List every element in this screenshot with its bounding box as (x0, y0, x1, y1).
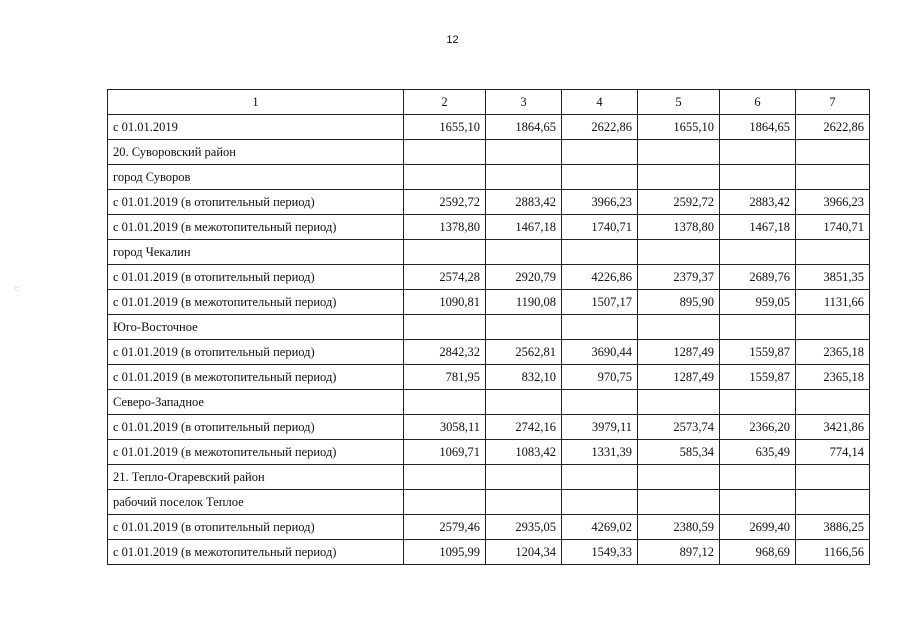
row-label: Юго-Восточное (108, 315, 404, 340)
table-cell: 1740,71 (562, 215, 638, 240)
table-cell (638, 140, 720, 165)
table-body (108, 115, 870, 565)
table-cell: 970,75 (562, 365, 638, 390)
table-cell (720, 240, 796, 265)
table-cell: 2622,86 (796, 115, 870, 140)
table-cell: 2883,42 (720, 190, 796, 215)
column-header: 3 (486, 90, 562, 115)
table-cell: 2699,40 (720, 515, 796, 540)
table-cell: 1507,17 (562, 290, 638, 315)
page-number: 12 (446, 34, 459, 46)
table-cell: 2842,32 (404, 340, 486, 365)
table-cell: 2579,46 (404, 515, 486, 540)
table-cell (404, 165, 486, 190)
table-cell: 1559,87 (720, 365, 796, 390)
row-label: с 01.01.2019 (в межотопительный период) (108, 440, 404, 465)
row-label: с 01.01.2019 (108, 115, 404, 140)
table-cell: 2366,20 (720, 415, 796, 440)
table-cell (486, 465, 562, 490)
table-cell (562, 240, 638, 265)
table-cell (486, 140, 562, 165)
table-cell (404, 140, 486, 165)
table-cell: 1559,87 (720, 340, 796, 365)
table-cell (562, 465, 638, 490)
table-cell: 2689,76 (720, 265, 796, 290)
header-row (108, 90, 870, 115)
table-row (108, 365, 870, 390)
table-cell: 1864,65 (486, 115, 562, 140)
table-cell: 585,34 (638, 440, 720, 465)
table-cell (638, 165, 720, 190)
table-cell (562, 315, 638, 340)
row-label: город Суворов (108, 165, 404, 190)
table-cell (562, 390, 638, 415)
table-cell: 1467,18 (486, 215, 562, 240)
table-cell: 1467,18 (720, 215, 796, 240)
table-cell (638, 390, 720, 415)
table-cell: 2574,28 (404, 265, 486, 290)
table-cell: 635,49 (720, 440, 796, 465)
row-label: с 01.01.2019 (в отопительный период) (108, 515, 404, 540)
column-header: 5 (638, 90, 720, 115)
table-cell: 959,05 (720, 290, 796, 315)
table-cell: 2380,59 (638, 515, 720, 540)
row-label: с 01.01.2019 (в межотопительный период) (108, 365, 404, 390)
table-cell: 4226,86 (562, 265, 638, 290)
table-cell: 2365,18 (796, 340, 870, 365)
table-row (108, 340, 870, 365)
table-cell: 1095,99 (404, 540, 486, 565)
table-cell (562, 165, 638, 190)
table-row (108, 240, 870, 265)
row-label: 20. Суворовский район (108, 140, 404, 165)
table-cell (486, 315, 562, 340)
table-cell (796, 465, 870, 490)
table-cell: 2592,72 (404, 190, 486, 215)
table-cell: 2920,79 (486, 265, 562, 290)
table-cell: 1287,49 (638, 340, 720, 365)
table-cell (720, 390, 796, 415)
table-cell: 1331,39 (562, 440, 638, 465)
table-cell (638, 465, 720, 490)
table-cell: 3851,35 (796, 265, 870, 290)
table-cell: 3966,23 (796, 190, 870, 215)
table-cell: 2742,16 (486, 415, 562, 440)
column-header: 1 (108, 90, 404, 115)
row-label: с 01.01.2019 (в межотопительный период) (108, 215, 404, 240)
table-cell (638, 240, 720, 265)
table-cell: 1864,65 (720, 115, 796, 140)
table-row (108, 265, 870, 290)
table-row (108, 490, 870, 515)
table-cell: 897,12 (638, 540, 720, 565)
column-header: 6 (720, 90, 796, 115)
column-header: 4 (562, 90, 638, 115)
table-cell: 1083,42 (486, 440, 562, 465)
table-cell: 1740,71 (796, 215, 870, 240)
table-cell: 3979,11 (562, 415, 638, 440)
table-cell (796, 315, 870, 340)
table-cell (796, 140, 870, 165)
table-cell (796, 165, 870, 190)
table-cell: 3966,23 (562, 190, 638, 215)
table-cell (720, 490, 796, 515)
table-cell: 1131,66 (796, 290, 870, 315)
table-cell: 1090,81 (404, 290, 486, 315)
table-cell: 968,69 (720, 540, 796, 565)
table-cell (486, 165, 562, 190)
table-cell (638, 490, 720, 515)
table-cell: 1204,34 (486, 540, 562, 565)
row-label: с 01.01.2019 (в межотопительный период) (108, 540, 404, 565)
table-cell: 3421,86 (796, 415, 870, 440)
table-cell: 2365,18 (796, 365, 870, 390)
table-cell: 3690,44 (562, 340, 638, 365)
table-cell (404, 315, 486, 340)
table-cell (562, 490, 638, 515)
table-cell: 1287,49 (638, 365, 720, 390)
row-label: с 01.01.2019 (в отопительный период) (108, 190, 404, 215)
table-row (108, 515, 870, 540)
table-cell: 1549,33 (562, 540, 638, 565)
table-cell (720, 165, 796, 190)
table-cell: 781,95 (404, 365, 486, 390)
table-cell (486, 390, 562, 415)
row-label: рабочий поселок Теплое (108, 490, 404, 515)
table-cell: 2935,05 (486, 515, 562, 540)
row-label: с 01.01.2019 (в отопительный период) (108, 415, 404, 440)
table-cell (796, 390, 870, 415)
row-label: 21. Тепло-Огаревский район (108, 465, 404, 490)
table-row (108, 440, 870, 465)
row-label: с 01.01.2019 (в отопительный период) (108, 265, 404, 290)
row-label: с 01.01.2019 (в межотопительный период) (108, 290, 404, 315)
table-cell (404, 490, 486, 515)
table-cell (404, 240, 486, 265)
table-row (108, 415, 870, 440)
table-cell (404, 390, 486, 415)
table-cell: 895,90 (638, 290, 720, 315)
table-cell (486, 490, 562, 515)
table-row (108, 465, 870, 490)
column-header: 2 (404, 90, 486, 115)
table-cell (796, 240, 870, 265)
table-cell: 2573,74 (638, 415, 720, 440)
row-label: с 01.01.2019 (в отопительный период) (108, 340, 404, 365)
table-row (108, 390, 870, 415)
table-cell: 4269,02 (562, 515, 638, 540)
row-label: город Чекалин (108, 240, 404, 265)
table-cell: 1655,10 (638, 115, 720, 140)
table-cell: 2883,42 (486, 190, 562, 215)
table-cell: 1378,80 (404, 215, 486, 240)
scan-speck: ·: (14, 284, 19, 293)
row-label: Северо-Западное (108, 390, 404, 415)
table-row (108, 215, 870, 240)
column-header: 7 (796, 90, 870, 115)
table-row (108, 140, 870, 165)
table-row (108, 290, 870, 315)
table-cell: 832,10 (486, 365, 562, 390)
table-cell: 2592,72 (638, 190, 720, 215)
table-cell: 2562,81 (486, 340, 562, 365)
table-row (108, 540, 870, 565)
table-cell (562, 140, 638, 165)
table-cell: 3058,11 (404, 415, 486, 440)
table-cell: 1166,56 (796, 540, 870, 565)
table-cell: 774,14 (796, 440, 870, 465)
table-row (108, 115, 870, 140)
table-row (108, 315, 870, 340)
table-row (108, 190, 870, 215)
table-cell: 3886,25 (796, 515, 870, 540)
table-cell (796, 490, 870, 515)
table-cell (486, 240, 562, 265)
table-cell (638, 315, 720, 340)
table-cell: 2379,37 (638, 265, 720, 290)
table-cell (720, 465, 796, 490)
table-cell: 2622,86 (562, 115, 638, 140)
tariff-table (107, 89, 870, 565)
table-cell (720, 140, 796, 165)
table-cell: 1655,10 (404, 115, 486, 140)
table-row (108, 165, 870, 190)
table-cell: 1069,71 (404, 440, 486, 465)
table-cell: 1190,08 (486, 290, 562, 315)
table-cell: 1378,80 (638, 215, 720, 240)
table-cell (720, 315, 796, 340)
table-cell (404, 465, 486, 490)
